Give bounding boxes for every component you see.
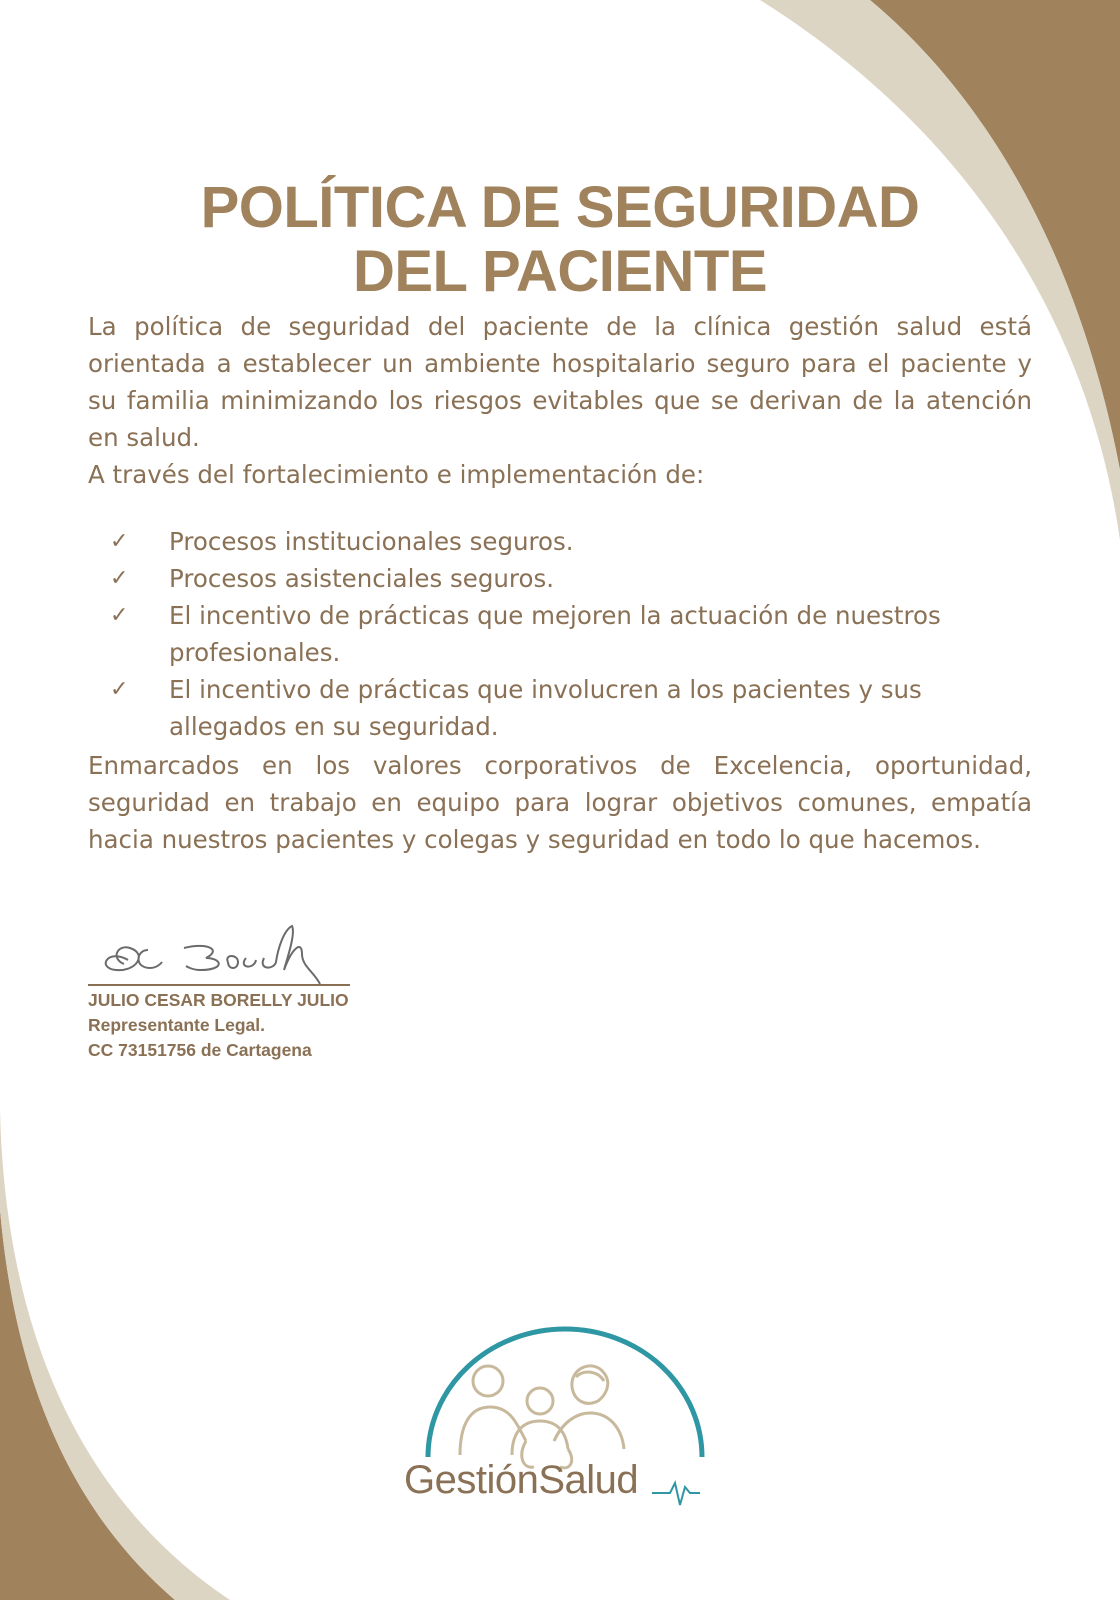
signer-name: JULIO CESAR BORELLY JULIO [88,989,349,1010]
signer-role: Representante Legal. [88,1014,265,1035]
title-line-2: DEL PACIENTE [352,239,768,304]
list-item [88,671,989,745]
check-icon: ✓ [110,603,129,628]
gestion-salud-logo [400,1315,730,1545]
check-icon: ✓ [110,677,129,702]
title-line-1: POLÍTICA DE SEGURIDAD [200,175,920,240]
policy-checklist [88,523,1032,745]
signature-line [88,984,350,986]
handwritten-signature [88,918,348,988]
list-item-text: El incentivo de prácticas que involucren a los pacientes y sus allegados en su seguridad. [169,675,922,741]
intro-paragraph: La política de seguridad del paciente de la clínica gestión salud está orientada a establecer un ambiente hospitalario seguro para el paciente y su familia minimizando los riesgos evitables que se derivan de la atención en salud. [88,312,1032,452]
list-item-text: El incentivo de prácticas que mejoren la actuación de nuestros profesionales. [169,601,941,667]
list-item-text: Procesos institucionales seguros. [169,527,574,556]
check-icon: ✓ [110,566,129,591]
page-title [88,176,1032,304]
policy-document [88,176,1032,858]
list-item-text: Procesos asistenciales seguros. [169,564,554,593]
check-icon: ✓ [110,529,129,554]
closing-paragraph: Enmarcados en los valores corporativos de Excelencia, oportunidad, seguridad en trabajo en equipo para lograr objetivos comunes, empatía hacia nuestros pacientes y colegas y seguridad en todo lo que hacemos. [88,751,1032,854]
list-item [88,597,989,671]
family-logo-icon [400,1315,730,1545]
list-item [88,523,989,560]
signer-id: CC 73151756 de Cartagena [88,1039,312,1060]
list-item [88,560,989,597]
signature-block [88,918,358,1063]
brand-wordmark: GestiónSalud [404,1458,639,1502]
intro-line: A través del fortalecimiento e implementación de: [88,460,705,489]
